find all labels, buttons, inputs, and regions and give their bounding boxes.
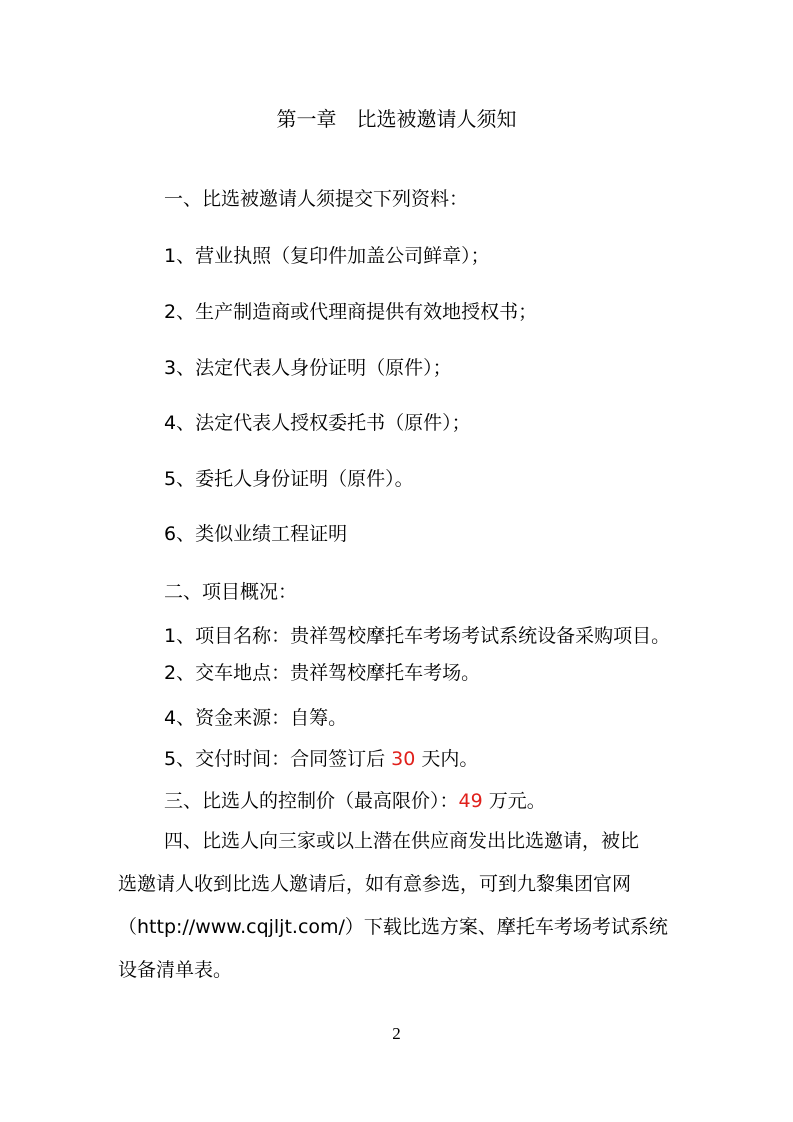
control-price-value: 49 — [458, 790, 483, 812]
page-title: 第一章 比选被邀请人须知 — [276, 107, 517, 131]
list-item: 5、委托人身份证明（原件）。 — [164, 468, 414, 490]
paragraph-line: 四、比选人向三家或以上潜在供应商发出比选邀请，被比 — [164, 830, 640, 852]
list-item: 1、营业执照（复印件加盖公司鲜章）； — [164, 245, 490, 267]
delivery-days: 30 — [391, 748, 416, 770]
control-price — [164, 789, 546, 813]
paragraph-line: 设备清单表。 — [118, 959, 233, 981]
page-number: 2 — [392, 1024, 401, 1043]
list-item: 3、法定代表人身份证明（原件）； — [164, 357, 452, 379]
section2-heading: 二、项目概况： — [164, 581, 298, 603]
paragraph-line: 选邀请人收到比选人邀请后，如有意参选，可到九黎集团官网 — [118, 873, 632, 895]
delivery-location: 2、交车地点：贵祥驾校摩托车考场。 — [164, 662, 481, 684]
paragraph-line: （http://www.cqjljt.com/）下载比选方案、摩托车考场考试系统 — [118, 916, 668, 938]
list-item: 4、法定代表人授权委托书（原件）； — [164, 412, 471, 434]
section1-heading: 一、比选被邀请人须提交下列资料： — [164, 188, 469, 210]
delivery-time-suffix: 天内。 — [415, 748, 479, 770]
control-price-unit: 万元。 — [482, 790, 546, 812]
control-price-label: 三、比选人的控制价（最高限价）： — [164, 790, 459, 812]
project-name: 1、项目名称：贵祥驾校摩托车考场考试系统设备采购项目。 — [164, 625, 671, 647]
delivery-time-label: 5、交付时间：合同签订后 — [164, 748, 392, 770]
list-item: 2、生产制造商或代理商提供有效地授权书； — [164, 301, 538, 323]
list-item: 6、类似业绩工程证明 — [164, 523, 348, 545]
delivery-time — [164, 747, 478, 771]
fund-source: 4、资金来源：自筹。 — [164, 707, 348, 729]
section4-paragraph — [118, 829, 704, 989]
